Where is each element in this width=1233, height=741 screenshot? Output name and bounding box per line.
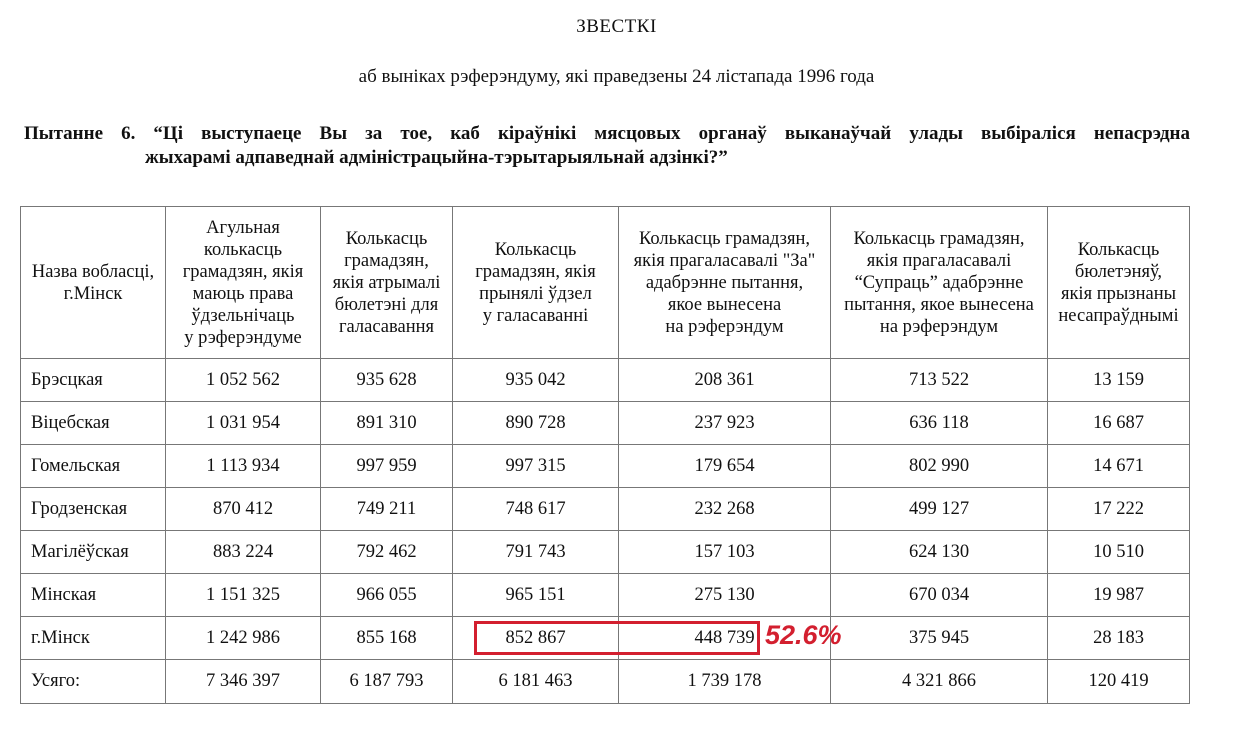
column-header-line: якія прызнаны — [1060, 283, 1177, 304]
value-cell: 179 654 — [619, 445, 831, 488]
column-header-line: Колькасць — [494, 239, 577, 260]
value-cell: 237 923 — [619, 402, 831, 445]
column-header-line: Колькасць — [345, 228, 428, 249]
value-cell: 7 346 397 — [166, 660, 321, 704]
value-cell: 891 310 — [321, 402, 453, 445]
value-cell: 232 268 — [619, 488, 831, 531]
value-cell: 965 151 — [453, 574, 619, 617]
value-cell: 17 222 — [1048, 488, 1190, 531]
column-header-line: бюлетэні для — [334, 294, 439, 315]
value-cell: 6 181 463 — [453, 660, 619, 704]
value-cell: 28 183 — [1048, 617, 1190, 660]
value-cell: 1 242 986 — [166, 617, 321, 660]
value-cell: 13 159 — [1048, 359, 1190, 402]
column-header-line: “Супраць” адабрэнне — [854, 272, 1024, 293]
value-cell: 10 510 — [1048, 531, 1190, 574]
value-cell: 19 987 — [1048, 574, 1190, 617]
value-cell: 275 130 — [619, 574, 831, 617]
value-cell: 499 127 — [831, 488, 1048, 531]
region-name-cell: г.Мінск — [21, 617, 166, 660]
value-cell: 852 867 — [453, 617, 619, 660]
column-header-line: у галасаванні — [482, 305, 589, 326]
column-header-line: бюлетэняў, — [1074, 261, 1163, 282]
column-header-line: ўдзельнічаць — [191, 305, 295, 326]
value-cell: 802 990 — [831, 445, 1048, 488]
document-subtitle: аб выніках рэферэндуму, які праведзены 24 лістапада 1996 года — [358, 66, 875, 87]
column-header-line: якое вынесена — [667, 294, 782, 315]
value-cell: 1 739 178 — [619, 660, 831, 704]
value-cell: 14 671 — [1048, 445, 1190, 488]
question-line-2: жыхарамі адпаведнай адміністрацыйна-тэрытарыяльнай адзінкі?” — [145, 147, 728, 168]
region-name-cell: Гродзенская — [21, 488, 166, 531]
value-cell: 1 151 325 — [166, 574, 321, 617]
question-text — [24, 122, 1190, 170]
column-header-line: Назва вобласці, — [31, 261, 155, 282]
table-row — [21, 445, 1190, 488]
value-cell: 997 315 — [453, 445, 619, 488]
column-header-0 — [21, 207, 166, 359]
value-cell: 935 628 — [321, 359, 453, 402]
column-header-line: г.Мінск — [63, 283, 123, 304]
highlight-box — [474, 621, 760, 655]
value-cell: 120 419 — [1048, 660, 1190, 704]
value-cell: 157 103 — [619, 531, 831, 574]
column-header-line: прынялі ўдзел — [479, 283, 592, 304]
table-row — [21, 488, 1190, 531]
column-header-3 — [453, 207, 619, 359]
column-header-line: несапраўднымі — [1058, 305, 1179, 326]
region-name-cell: Гомельская — [21, 445, 166, 488]
region-name-cell: Мінская — [21, 574, 166, 617]
column-header-line: якія прагаласавалі "За" — [633, 250, 816, 271]
percent-annotation: 52.6% — [765, 620, 842, 650]
value-cell: 16 687 — [1048, 402, 1190, 445]
column-header-line: грамадзян, якія — [182, 261, 304, 282]
region-name-cell: Брэсцкая — [21, 359, 166, 402]
value-cell: 208 361 — [619, 359, 831, 402]
value-cell: 883 224 — [166, 531, 321, 574]
value-cell: 749 211 — [321, 488, 453, 531]
column-header-line: на рэферэндум — [879, 316, 999, 337]
value-cell: 6 187 793 — [321, 660, 453, 704]
column-header-line: у рэферэндуме — [184, 327, 302, 348]
column-header-line: пытання, якое вынесена — [844, 294, 1034, 315]
column-header-line: колькасць — [203, 239, 283, 260]
table-row — [21, 574, 1190, 617]
column-header-5 — [831, 207, 1048, 359]
value-cell: 624 130 — [831, 531, 1048, 574]
value-cell: 375 945 — [831, 617, 1048, 660]
column-header-1 — [166, 207, 321, 359]
column-header-line: Колькасць грамадзян, — [638, 228, 810, 249]
document-title: ЗВЕСТКІ — [576, 16, 657, 37]
table-row — [21, 531, 1190, 574]
column-header-line: якія прагаласавалі — [866, 250, 1012, 271]
value-cell: 670 034 — [831, 574, 1048, 617]
column-header-6 — [1048, 207, 1190, 359]
table-row — [21, 359, 1190, 402]
region-name-cell: Усяго: — [21, 660, 166, 704]
value-cell: 1 031 954 — [166, 402, 321, 445]
value-cell: 636 118 — [831, 402, 1048, 445]
value-cell: 966 055 — [321, 574, 453, 617]
region-name-cell: Віцебская — [21, 402, 166, 445]
column-header-line: адабрэнне пытання, — [645, 272, 804, 293]
table-row — [21, 402, 1190, 445]
column-header-line: грамадзян, — [344, 250, 429, 271]
value-cell: 448 739 — [619, 617, 831, 660]
table-header-row — [21, 207, 1190, 359]
value-cell: 4 321 866 — [831, 660, 1048, 704]
value-cell: 997 959 — [321, 445, 453, 488]
value-cell: 890 728 — [453, 402, 619, 445]
column-header-line: галасавання — [338, 316, 435, 337]
value-cell: 748 617 — [453, 488, 619, 531]
column-header-line: маюць права — [192, 283, 294, 304]
column-header-4 — [619, 207, 831, 359]
value-cell: 1 052 562 — [166, 359, 321, 402]
value-cell: 935 042 — [453, 359, 619, 402]
value-cell: 792 462 — [321, 531, 453, 574]
value-cell: 870 412 — [166, 488, 321, 531]
question-line-1: Пытанне 6. “Ці выступаеце Вы за тое, каб кіраўнікі мясцовых органаў выканаўчай улады выбіраліся непасрэдна — [24, 123, 1190, 144]
value-cell: 713 522 — [831, 359, 1048, 402]
region-name-cell: Магілёўская — [21, 531, 166, 574]
column-header-2 — [321, 207, 453, 359]
column-header-line: Колькасць грамадзян, — [853, 228, 1025, 249]
column-header-line: грамадзян, якія — [475, 261, 596, 282]
column-header-line: Агульная — [206, 217, 280, 238]
column-header-line: на рэферэндум — [665, 316, 784, 337]
value-cell: 855 168 — [321, 617, 453, 660]
column-header-line: якія атрымалі — [332, 272, 441, 293]
value-cell: 791 743 — [453, 531, 619, 574]
value-cell: 1 113 934 — [166, 445, 321, 488]
column-header-line: Колькасць — [1077, 239, 1160, 260]
table-row — [21, 660, 1190, 704]
